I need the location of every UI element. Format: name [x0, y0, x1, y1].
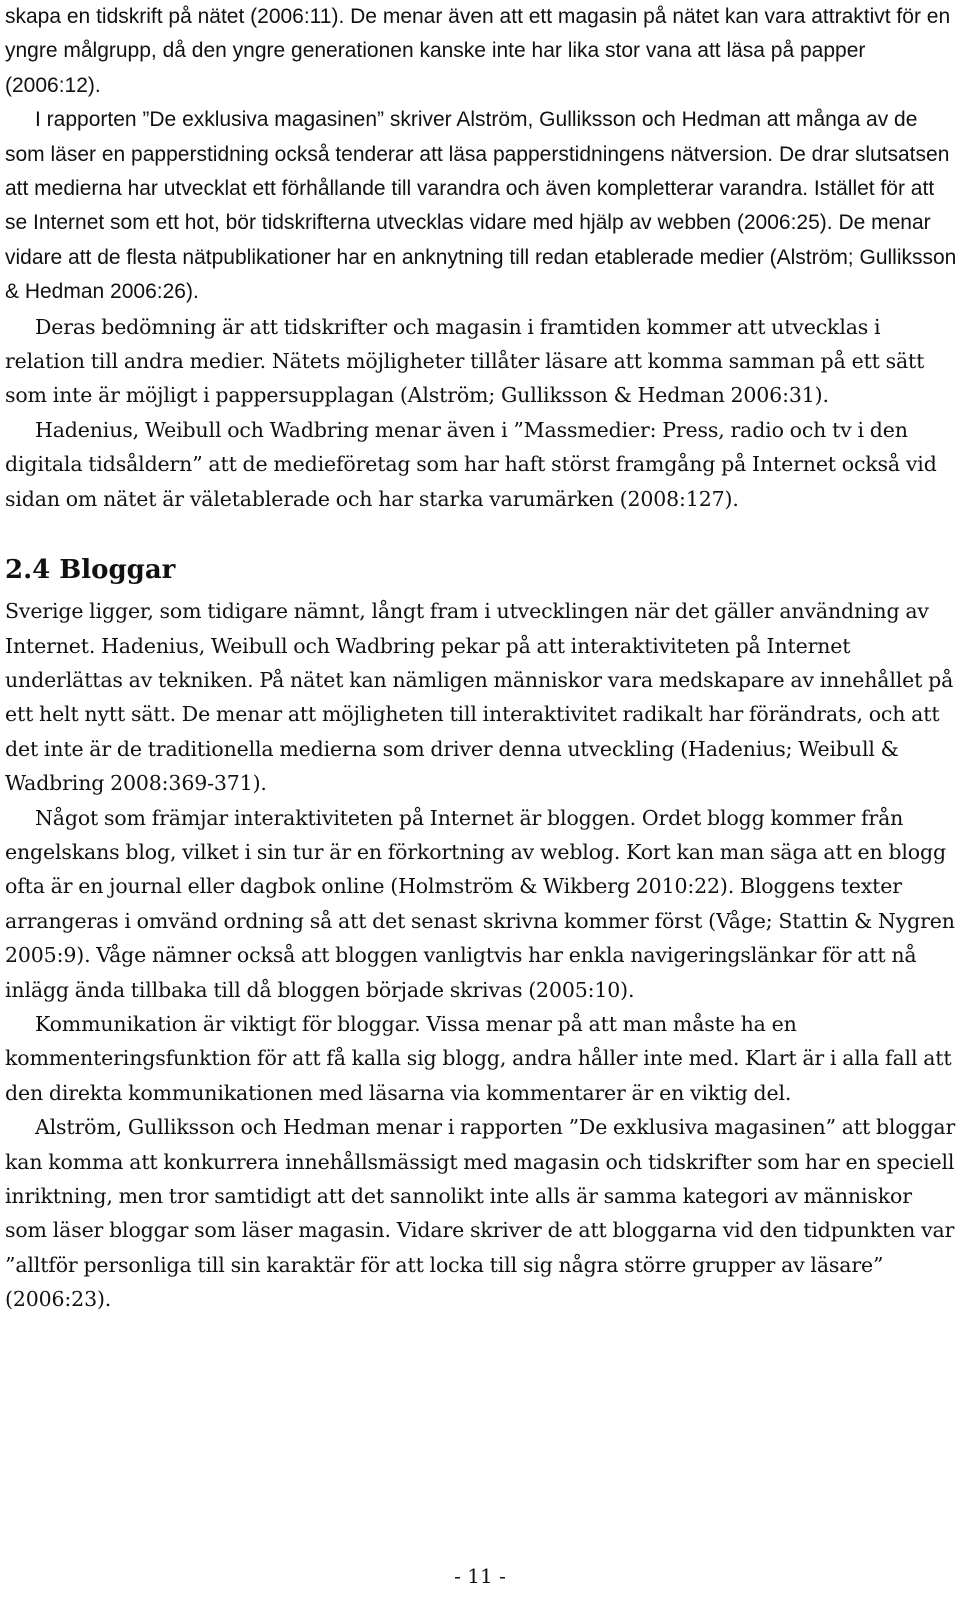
section-first-paragraph: Sverige ligger, som tidigare nämnt, långt fram i utvecklingen när det gäller användning av Internet. Hadenius, Weibull och Wadbring pekar på att interaktiviteten på Internet underlättas av tekniken. På nätet kan nämligen människor vara medskapare av innehållet på ett helt nytt sätt. De menar att möjligheten till interaktivitet radikalt har förändrats, och att det inte är de traditionella medierna som driver denna utveckling (Hadenius; Weibull & Wadbring 2008:369-371). — [5, 599, 954, 796]
paragraph-assessment: Deras bedömning är att tidskrifter och magasin i framtiden kommer att utvecklas i relation till andra medier. Nätets möjligheter tillåter läsare att komma samman på ett sätt som inte är möjligt i pappersupplagan (Alström; Gulliksson & Hedman 2006:31). — [5, 314, 925, 408]
section-heading: 2.4 Bloggar — [5, 555, 176, 586]
paragraph-hadenius: Hadenius, Weibull och Wadbring menar även i ”Massmedier: Press, radio och tv i den digitala tidsåldern” att de medieföretag som har haft störst framgång på Internet också vid sidan om nätet är väletablerade och har starka varumärken (2008:127). — [5, 417, 937, 511]
page-number: - 11 - — [454, 1564, 506, 1588]
document-page — [5, 0, 957, 1317]
paragraph-exclusive-magazines: I rapporten ”De exklusiva magasinen” skriver Alström, Gulliksson och Hedman att många av de som läser en papperstidning också tenderar att läsa papperstidningens nätversion. De drar slutsatsen att medierna har utvecklat ett förhållande till varandra och även kompletterar varandra. Istället för att se Internet som ett hot, bör tidskrifterna utvecklas vidare med hjälp av webben (2006:25). De menar vidare att de flesta nätpublikationer har en anknytning till redan etablerade medier (Alström; Gulliksson & Hedman 2006:26). — [5, 108, 957, 304]
paragraph-communication: Kommunikation är viktigt för bloggar. Vissa menar på att man måste ha en kommenteringsfunktion för att få kalla sig blogg, andra håller inte med. Klart är i alla fall att den direkta kommunikationen med läsarna via kommentarer är en viktig del. — [5, 1011, 952, 1105]
paragraph-blogs-competition: Alström, Gulliksson och Hedman menar i rapporten ”De exklusiva magasinen” att bloggar kan komma att konkurrera innehållsmässigt med magasin och tidskrifter som har en speciell inriktning, men tror samtidigt att det sannolikt inte alls är samma kategori av människor som läser bloggar som läser magasin. Vidare skriver de att bloggarna vid den tidpunkten var ”alltför personliga till sin karaktär för att locka till sig några större grupper av läsare” (2006:23). — [5, 1115, 956, 1312]
opening-paragraph: skapa en tidskrift på nätet (2006:11). De menar även att ett magasin på nätet kan vara attraktivt för en yngre målgrupp, då den yngre generationen kanske inte har lika stor vana att läsa på papper (2006:12). — [5, 5, 951, 97]
paragraph-blog-definition: Något som främjar interaktiviteten på Internet är bloggen. Ordet blogg kommer från engelskans blog, vilket i sin tur är en förkortning av weblog. Kort kan man säga att en blogg ofta är en journal eller dagbok online (Holmström & Wikberg 2010:22). Bloggens texter arrangeras i omvänd ordning så att det senast skrivna kommer först (Våge; Stattin & Nygren 2005:9). Våge nämner också att bloggen vanligtvis har enkla navigeringslänkar för att nå inlägg ända tillbaka till då bloggen började skrivas (2005:10). — [5, 805, 955, 1002]
